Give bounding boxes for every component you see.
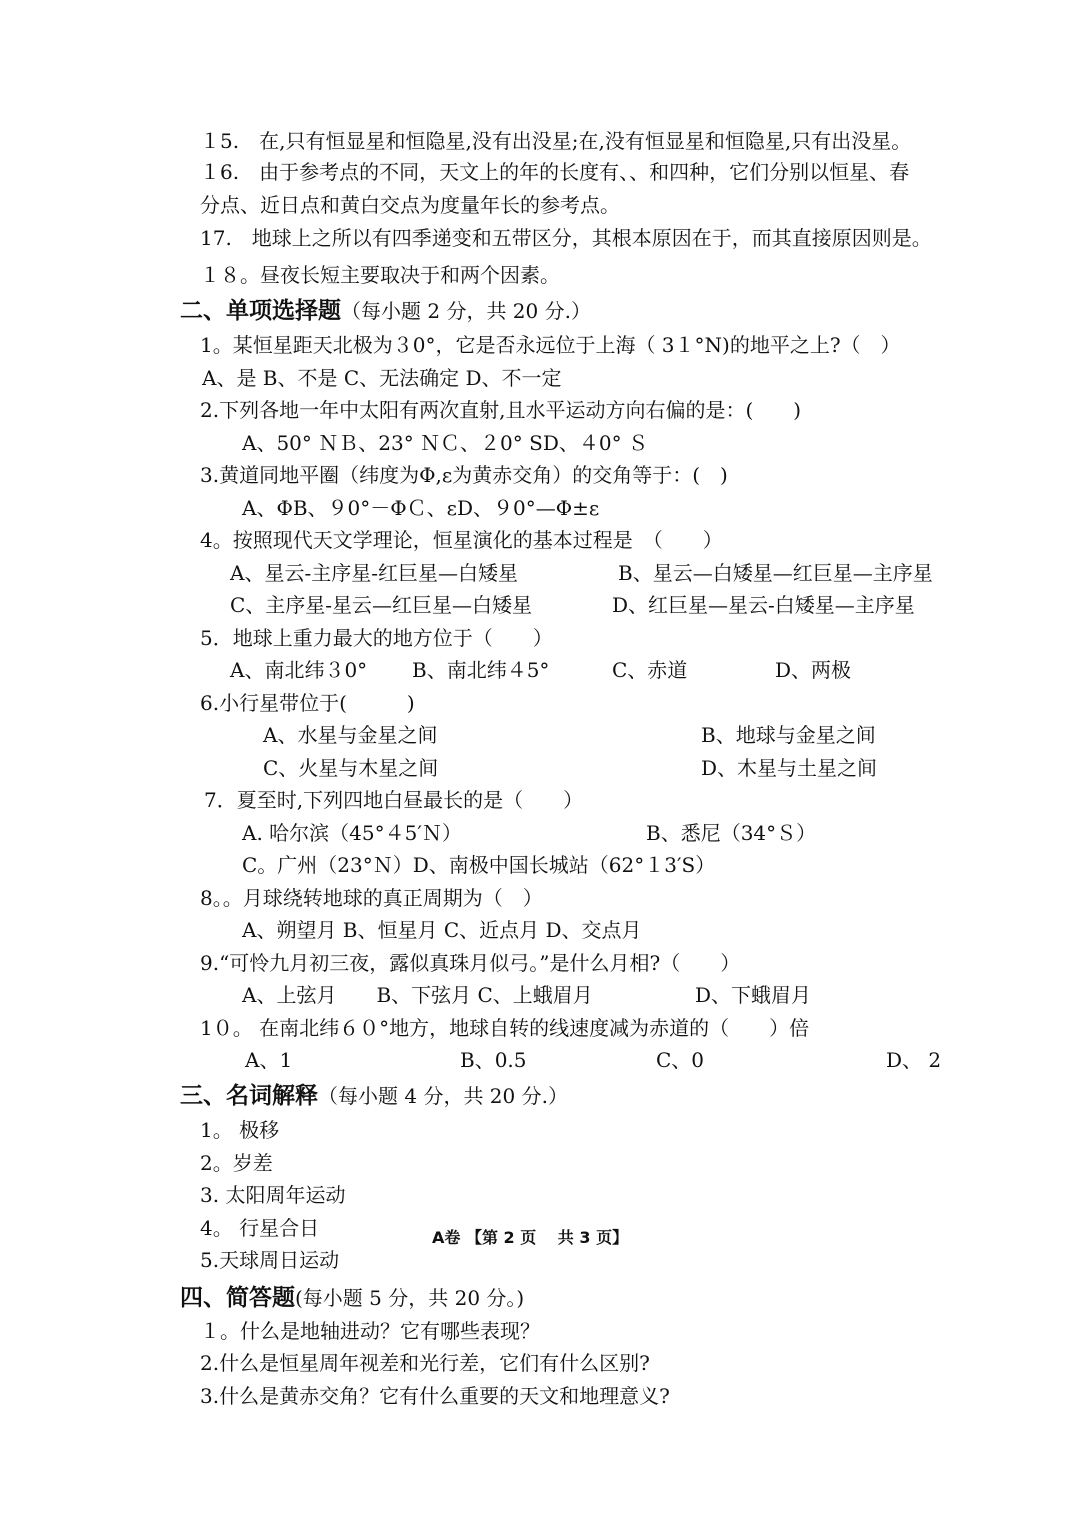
question-15: １5. 在,只有恒显星和恒隐星,没有出没星;在,没有恒显星和恒隐星,只有出没星。 bbox=[200, 129, 912, 153]
mc-question-3-options: A、ΦB、９0°－ΦＣ、εD、９0°—Φ±ε bbox=[242, 496, 600, 520]
section-2-title: 二、单项选择题 bbox=[180, 297, 341, 324]
mc-question-3: 3.黄道同地平圈（纬度为Φ,ε为黄赤交角）的交角等于：( ) bbox=[200, 463, 728, 487]
mc-question-4-option-c: C、主序星-星云—红巨星—白矮星 bbox=[230, 593, 533, 617]
mc-question-6-option-a: A、水星与金星之间 bbox=[263, 723, 438, 747]
section-3-title: 三、名词解释 bbox=[180, 1082, 318, 1109]
term-4: 4。 行星合日 bbox=[200, 1216, 320, 1240]
term-2: 2。岁差 bbox=[200, 1151, 273, 1175]
short-answer-2: 2.什么是恒星周年视差和光行差，它们有什么区别? bbox=[200, 1351, 650, 1375]
mc-question-1-options: A、是 B、不是 C、无法确定 D、不一定 bbox=[202, 366, 562, 390]
mc-question-6-option-d: D、木星与土星之间 bbox=[701, 756, 878, 780]
section-2-subtitle: （每小题 2 分，共 20 分.） bbox=[341, 299, 591, 323]
mc-question-9-options-abc: A、上弦月 B、下弦月 C、上蛾眉月 bbox=[242, 983, 593, 1007]
mc-question-2-options: A、50° ＮＢ、23° ＮＣ、２0° SD、４0° Ｓ bbox=[242, 431, 648, 455]
mc-question-9-option-d: D、下蛾眉月 bbox=[695, 983, 812, 1007]
mc-question-5-option-a: A、南北纬３0° bbox=[230, 658, 368, 682]
section-3-subtitle: （每小题 4 分，共 20 分.） bbox=[318, 1084, 568, 1108]
mc-question-6-option-c: C、火星与木星之间 bbox=[263, 756, 439, 780]
mc-question-10: 1０。 在南北纬６０°地方，地球自转的线速度减为赤道的（ ）倍 bbox=[200, 1016, 810, 1040]
short-answer-3: 3.什么是黄赤交角？它有什么重要的天文和地理意义? bbox=[200, 1384, 670, 1408]
mc-question-5: 5．地球上重力最大的地方位于（ ） bbox=[200, 626, 553, 650]
mc-question-7: 7．夏至时,下列四地白昼最长的是（ ） bbox=[204, 788, 584, 812]
mc-question-5-option-b: B、南北纬４5° bbox=[412, 658, 550, 682]
page-footer: A卷 【第 2 页 共 3 页】 bbox=[432, 1228, 629, 1247]
short-answer-1: １。什么是地轴进动？它有哪些表现？ bbox=[200, 1319, 540, 1343]
term-3: 3. 太阳周年运动 bbox=[200, 1183, 346, 1207]
section-4-title: 四、简答题 bbox=[180, 1284, 295, 1311]
mc-question-10-option-d: D、 2 bbox=[886, 1048, 942, 1072]
section-4-subtitle: (每小题 5 分，共 20 分。) bbox=[295, 1286, 525, 1310]
mc-question-10-option-a: A、1 bbox=[245, 1048, 293, 1072]
question-16-line1: １6. 由于参考点的不同，天文上的年的长度有、、和四种，它们分别以恒星、春 bbox=[200, 160, 910, 184]
term-5: 5.天球周日运动 bbox=[200, 1248, 340, 1272]
mc-question-8-options: A、朔望月 B、恒星月 C、近点月 D、交点月 bbox=[242, 918, 642, 942]
mc-question-5-option-c: C、赤道 bbox=[612, 658, 688, 682]
mc-question-1: 1。某恒星距天北极为３0°，它是否永远位于上海（ 3１°N)的地平之上?（ ） bbox=[200, 333, 901, 357]
section-3-heading bbox=[180, 1081, 568, 1111]
mc-question-5-option-d: D、两极 bbox=[775, 658, 852, 682]
mc-question-10-option-c: C、0 bbox=[656, 1048, 705, 1072]
question-16-line2: 分点、近日点和黄白交点为度量年长的参考点。 bbox=[200, 193, 620, 217]
mc-question-2: 2.下列各地一年中太阳有两次直射,且水平运动方向右偏的是：( ) bbox=[200, 398, 802, 422]
mc-question-4-option-b: B、星云—白矮星—红巨星—主序星 bbox=[618, 561, 933, 585]
mc-question-7-options-cd: C。广州（23°Ｎ）D、南极中国长城站（62°１3′S） bbox=[242, 853, 716, 877]
mc-question-6: 6.小行星带位于( ) bbox=[200, 691, 415, 715]
mc-question-6-option-b: B、地球与金星之间 bbox=[701, 723, 876, 747]
mc-question-9: 9.“可怜九月初三夜，露似真珠月似弓。”是什么月相?（ ） bbox=[200, 951, 741, 975]
question-18: １８。昼夜长短主要取决于和两个因素。 bbox=[200, 263, 560, 287]
mc-question-7-option-b: B、悉尼（34°Ｓ） bbox=[646, 821, 817, 845]
section-4-heading bbox=[180, 1283, 524, 1313]
mc-question-7-option-a: A. 哈尔滨（45°４5′Ｎ） bbox=[242, 821, 462, 845]
question-17: 17. 地球上之所以有四季递变和五带区分，其根本原因在于，而其直接原因则是。 bbox=[200, 226, 932, 250]
section-2-heading bbox=[180, 296, 591, 326]
mc-question-8: 8。。月球绕转地球的真正周期为（ ） bbox=[200, 886, 543, 910]
mc-question-4-option-d: D、红巨星—星云-白矮星—主序星 bbox=[612, 593, 915, 617]
mc-question-4-option-a: A、星云-主序星-红巨星—白矮星 bbox=[230, 561, 518, 585]
mc-question-10-option-b: B、0.5 bbox=[460, 1048, 527, 1072]
term-1: 1。 极移 bbox=[200, 1118, 280, 1142]
mc-question-4: 4。按照现代天文学理论，恒星演化的基本过程是 （ ） bbox=[200, 528, 723, 552]
